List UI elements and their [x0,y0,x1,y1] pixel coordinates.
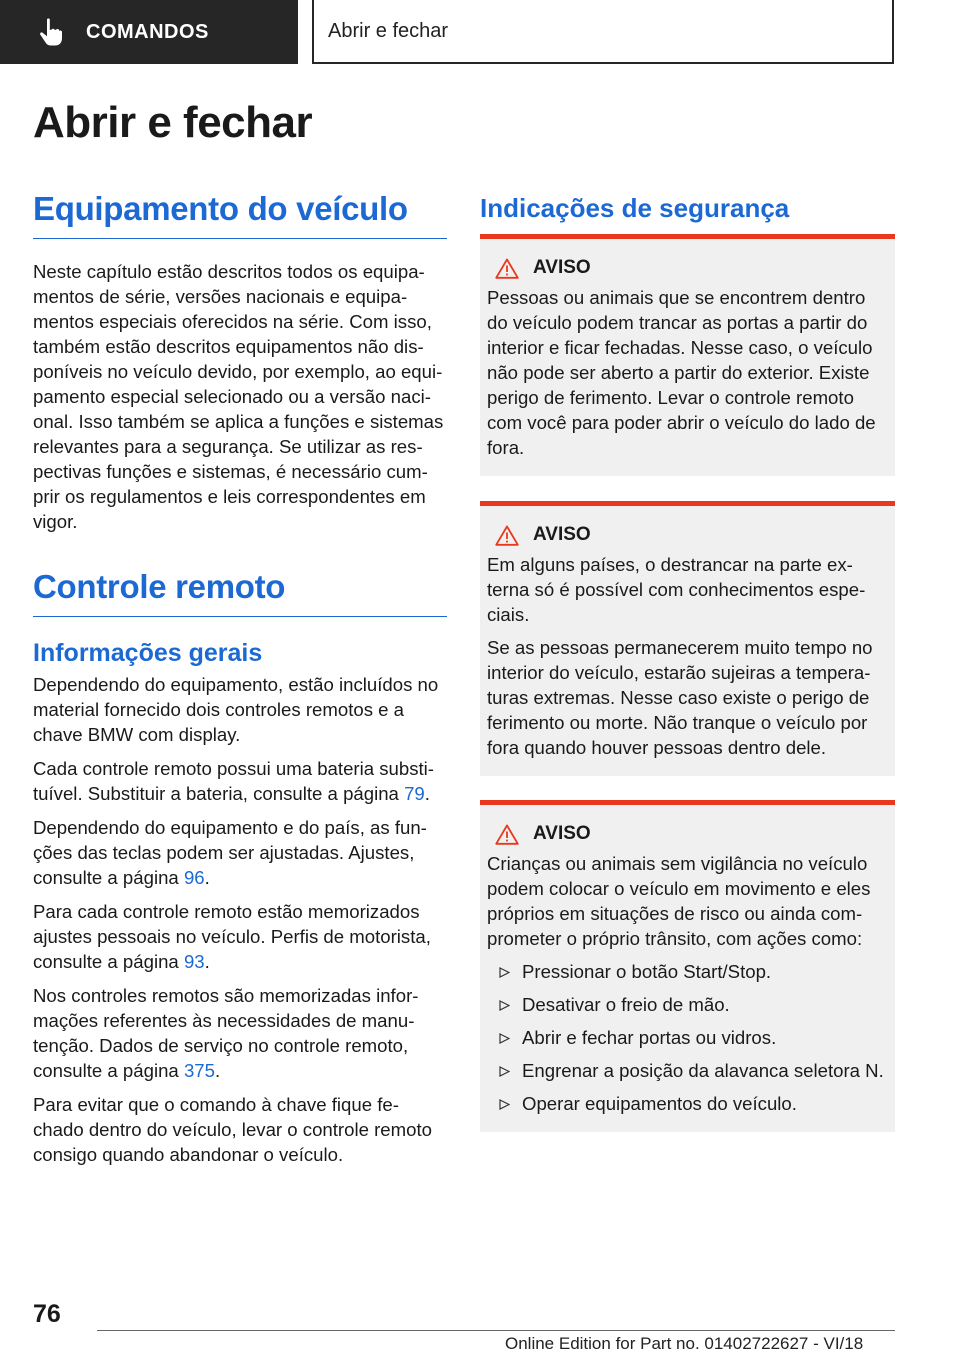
page-title: Abrir e fechar [33,98,313,147]
bullet-triangle-icon [499,1000,510,1011]
bullet-text: Operar equipamentos do veículo. [522,1093,797,1114]
remote-paragraph-1: Dependendo do equipamento, estão incluídos no material fornecido dois controles remotos e a chave BMW com display. [33,674,439,745]
footer-edition: Online Edition for Part no. 01402722627 - VI/18 [505,1334,864,1353]
bullet-text: Abrir e fechar portas ou vidros. [522,1027,777,1048]
warning-2-paragraph-2: Se as pessoas permanecerem muito tempo no interior do veículo, estarão sujeiras a tempera-turas extremas. Nesse caso existe o perigo de ferimento ou morte. Não tranque o veículo por fora quando houver pessoas dentro dele. [487,637,873,758]
page-link-96[interactable]: 96 [183,867,205,888]
remote-paragraph-3-text: Dependendo do equipamento e do país, as fun-ções das teclas podem ser ajustadas. Ajustes, consulte a página [33,817,427,888]
bullet-triangle-icon [499,1099,510,1110]
warning-title: AVISO [533,524,591,545]
warning-header [487,823,887,845]
footer-rule [97,1330,895,1331]
warning-triangle-icon [495,525,519,546]
bullet-triangle-icon [499,1066,510,1077]
warning-triangle-icon [495,824,519,845]
warning-title: AVISO [533,257,591,278]
breadcrumb [312,0,894,64]
section-tab[interactable] [0,0,298,64]
heading-vehicle-equipment: Equipamento do veículo [33,190,447,239]
warning-box-2 [480,501,895,776]
warning-box-3 [480,800,895,1132]
remote-paragraph-6: Para evitar que o comando à chave fique fe-chado dentro do veículo, levar o controle remoto consigo quando abandonar o veículo. [33,1094,432,1165]
right-column [480,190,895,1114]
remote-paragraph-4-text: Para cada controle remoto estão memorizados ajustes pessoais no veículo. Perfis de motorista, consulte a página [33,901,431,972]
remote-paragraph-2-text: Cada controle remoto possui uma bateria substi-tuível. Substituir a bateria, consulte a página [33,758,435,804]
remote-paragraph-5: Nos controles remotos são memorizadas infor-mações referentes às necessidades de manu-tenção. Dados de serviço no controle remoto, consulte a página 375. [33,985,419,1081]
list-item [487,1025,887,1050]
page-link-93[interactable]: 93 [183,951,205,972]
remote-paragraph-4: Para cada controle remoto estão memorizados ajustes pessoais no veículo. Perfis de motorista, consulte a página 93. [33,901,431,972]
warning-2-paragraph-1: Em alguns países, o destrancar na parte ex-terna só é possível com conhecimentos espe-ciais. [487,554,866,625]
warning-1-paragraph: Pessoas ou animais que se encontrem dentro do veículo podem trancar as portas a partir do interior e ficar fechadas. Nesse caso, o veículo não pode ser aberto a partir do exterior. Existe perigo de ferimento. Levar o controle remoto com você para poder abrir o veículo do lado de fora. [487,287,876,458]
section-vehicle-equipment [33,190,447,543]
heading-safety-notes: Indicações de segurança [480,193,790,223]
warning-3-bullet-list [487,959,887,1116]
bullet-text: Desativar o freio de mão. [522,994,730,1015]
section-tab-label: COMANDOS [86,20,209,43]
touch-hand-icon [38,17,64,47]
page-link-79[interactable]: 79 [404,783,425,804]
heading-remote-control: Controle remoto [33,568,447,617]
warning-header [487,524,887,546]
subheading-general-info: Informações gerais [33,639,263,667]
equipment-paragraph: Neste capítulo estão descritos todos os equipa-mentos de série, versões nacionais e equipa-mentos especiais oferecidos na série. Com isso, também estão descritos equipamentos não dis-poníveis no veículo devido, por exemplo, ao equi-pamento especial selecionado ou a versão naci-onal. Isso também se aplica a funções e sistemas relevantes para a segurança. Se utilizar as res-pectivas funções e sistemas, é necessário cum-prir os regulamentos e leis correspondentes em vigor. [33,261,444,532]
list-item [487,992,887,1017]
warning-triangle-icon [495,258,519,279]
remote-paragraph-3: Dependendo do equipamento e do país, as fun-ções das teclas podem ser ajustadas. Ajustes, consulte a página 96. [33,817,427,888]
page-number: 76 [33,1300,61,1328]
section-remote-control [33,568,447,1176]
breadcrumb-label: Abrir e fechar [328,19,449,42]
list-item [487,1058,887,1083]
warning-header [487,257,887,279]
warning-3-paragraph: Crianças ou animais sem vigilância no veículo podem colocar o veículo em movimento e eles próprios em situações de risco ou ainda com-prometer o próprio trânsito, com ações como: [487,853,871,949]
list-item [487,1091,887,1116]
warning-title: AVISO [533,823,591,844]
warning-box-1 [480,234,895,476]
page-link-375[interactable]: 375 [183,1060,215,1081]
remote-paragraph-2: Cada controle remoto possui uma bateria substi-tuível. Substituir a bateria, consulte a página 79. [33,758,435,804]
remote-paragraph-5-text: Nos controles remotos são memorizadas infor-mações referentes às necessidades de manu-tenção. Dados de serviço no controle remoto, consulte a página [33,985,419,1081]
bullet-text: Pressionar o botão Start/Stop. [522,961,772,982]
bullet-triangle-icon [499,1033,510,1044]
list-item [487,959,887,984]
bullet-text: Engrenar a posição da alavanca seletora N. [522,1060,884,1081]
bullet-triangle-icon [499,967,510,978]
